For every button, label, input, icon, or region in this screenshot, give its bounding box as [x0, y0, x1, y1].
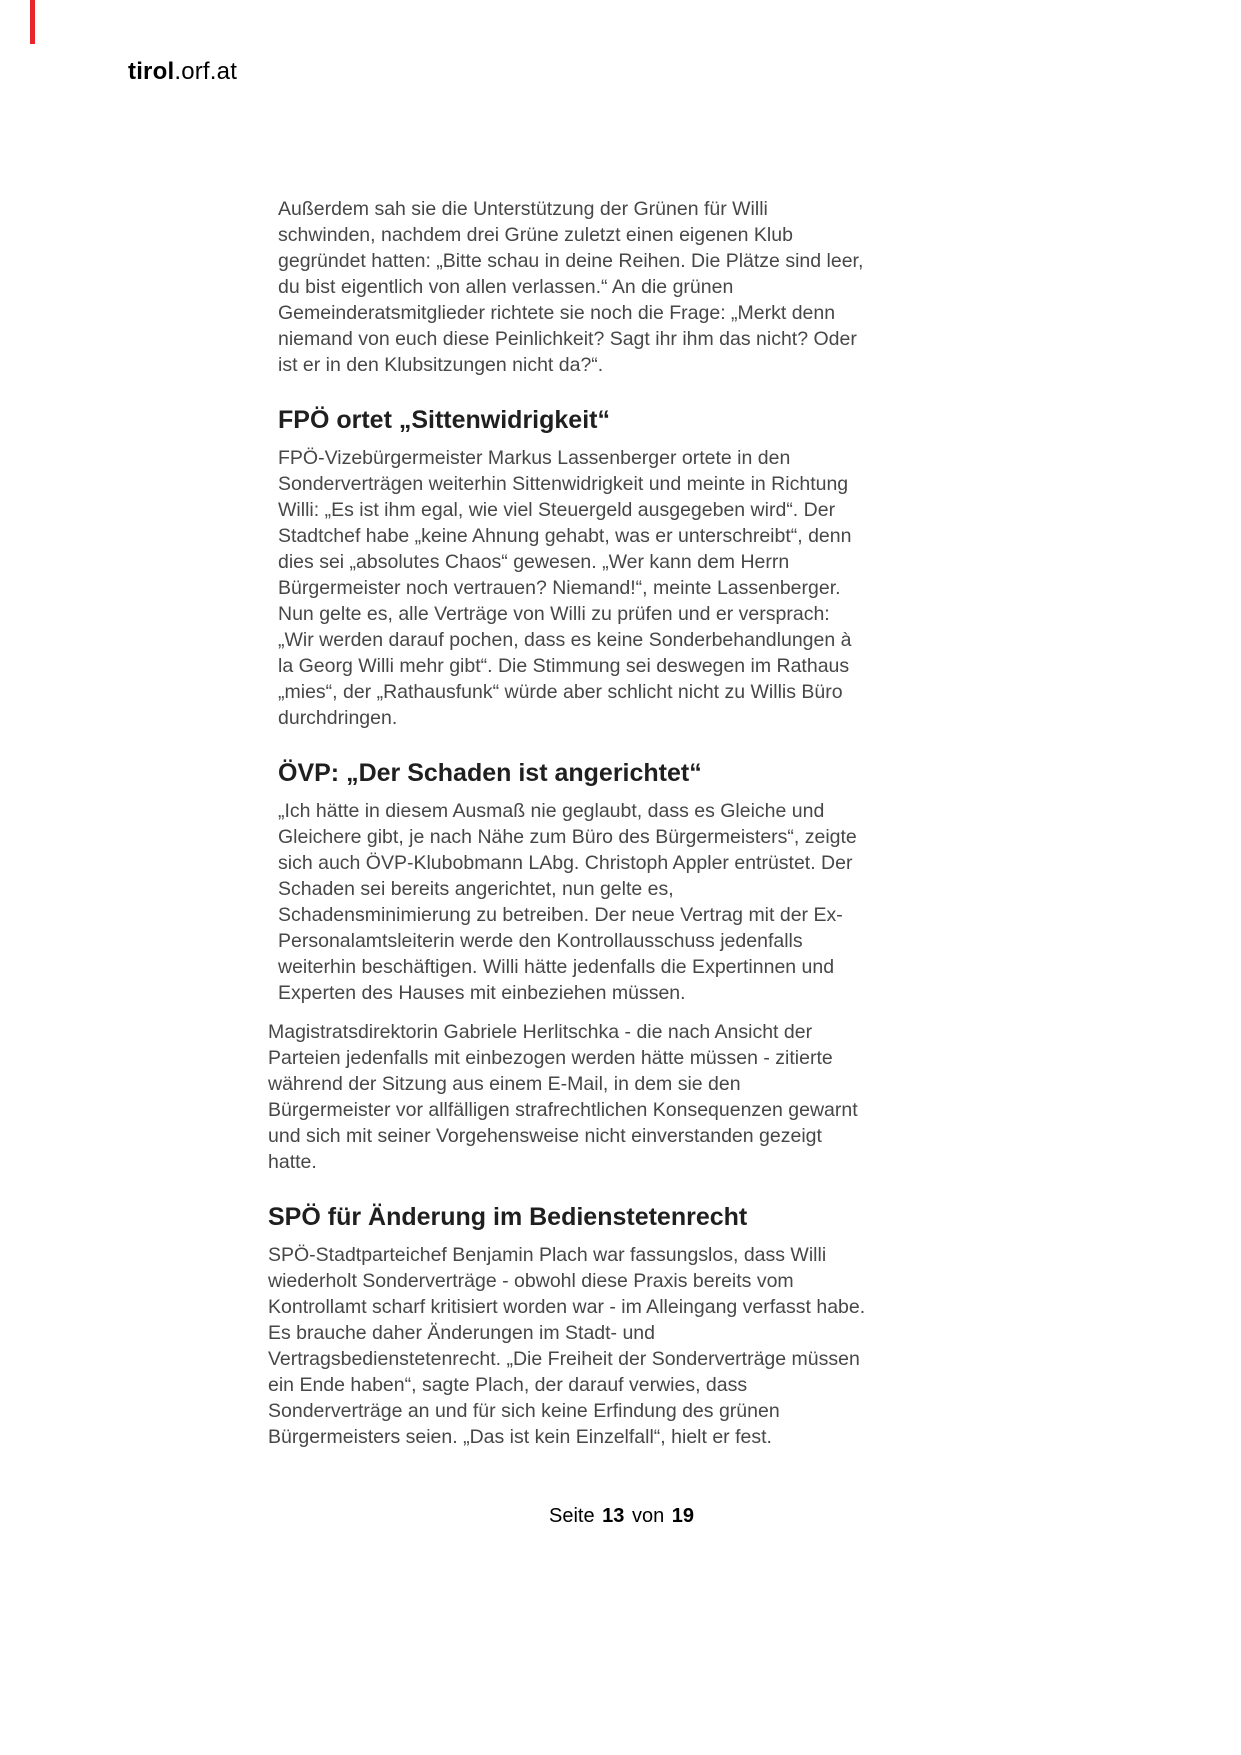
article-paragraph: Außerdem sah sie die Unterstützung der Grünen für Willi schwinden, nachdem drei Grüne zuletzt einen eigenen Klub gegründet hatten: „Bitte schau in deine Reihen. Die Plätze sind leer, du bist eigentlich von allen verlassen.“ An die grünen Gemeinderatsmitglieder richtete sie noch die Frage: „Merkt denn niemand von euch diese Peinlichkeit? Sagt ihr ihm das nicht? Oder ist er in den Klubsitzungen nicht da?“.	[278, 198, 864, 376]
footer-current-page: 13	[602, 1505, 625, 1527]
article-paragraph: Magistratsdirektorin Gabriele Herlitschka - die nach Ansicht der Parteien jedenfalls mit einbezogen werden hätte müssen - zitierte während der Sitzung aus einem E-Mail, in dem sie den Bürgermeister vor allfälligen strafrechtlichen Konsequenzen gewarnt und sich mit seiner Vorgehensweise nicht einverstanden gezeigt hatte.	[268, 1021, 858, 1173]
footer-separator-label: von	[631, 1505, 665, 1527]
article-paragraph: FPÖ-Vizebürgermeister Markus Lassenberger ortete in den Sonderverträgen weiterhin Sittenwidrigkeit und meinte in Richtung Willi: „Es ist ihm egal, wie viel Steuergeld ausgegeben wird“. Der Stadtchef habe „keine Ahnung gehabt, was er unterschreibt“, denn dies sei „absolutes Chaos“ gewesen. „Wer kann dem Herrn Bürgermeister noch vertrauen? Niemand!“, meinte Lassenberger. Nun gelte es, alle Verträge von Willi zu prüfen und er versprach: „Wir werden darauf pochen, dass es keine Sonderbehandlungen à la Georg Willi mehr gibt“. Die Stimmung sei deswegen im Rathaus „mies“, der „Rathausfunk“ würde aber schlicht nicht zu Willis Büro durchdringen.	[278, 447, 852, 729]
article-body	[268, 196, 868, 1463]
page-number-footer	[0, 1505, 1241, 1528]
footer-total-pages: 19	[671, 1505, 695, 1527]
site-logo-bold-part: tirol	[128, 58, 175, 85]
site-logo	[128, 58, 237, 86]
section-heading-fpoe: FPÖ ortet „Sittenwidrigkeit“	[278, 406, 610, 434]
section-heading-oevp: ÖVP: „Der Schaden ist angerichtet“	[278, 759, 702, 787]
article-paragraph: SPÖ-Stadtparteichef Benjamin Plach war fassungslos, dass Willi wiederholt Sonderverträge - obwohl diese Praxis bereits vom Kontrollamt scharf kritisiert worden war - im Alleingang verfasst habe. Es brauche daher Änderungen im Stadt- und Vertragsbedienstetenrecht. „Die Freiheit der Sonderverträge müssen ein Ende haben“, sagte Plach, der darauf verwies, dass Sonderverträge an und für sich keine Erfindung des grünen Bürgermeisters seien. „Das ist kein Einzelfall“, hielt er fest.	[268, 1244, 866, 1448]
article-paragraph: „Ich hätte in diesem Ausmaß nie geglaubt, dass es Gleiche und Gleichere gibt, je nach Nähe zum Büro des Bürgermeisters“, zeigte sich auch ÖVP-Klubobmann LAbg. Christoph Appler entrüstet. Der Schaden sei bereits angerichtet, nun gelte es, Schadensminimierung zu betreiben. Der neue Vertrag mit der Ex-Personalamtsleiterin werde den Kontrollausschuss jedenfalls weiterhin beschäftigen. Willi hätte jedenfalls die Expertinnen und Experten des Hauses mit einbeziehen müssen.	[278, 800, 857, 1004]
site-logo-rest-part: .orf.at	[174, 58, 238, 85]
footer-prefix-label: Seite	[548, 1505, 595, 1527]
section-heading-spoe: SPÖ für Änderung im Bedienstetenrecht	[268, 1203, 748, 1231]
page-edge-red-mark	[30, 0, 35, 44]
